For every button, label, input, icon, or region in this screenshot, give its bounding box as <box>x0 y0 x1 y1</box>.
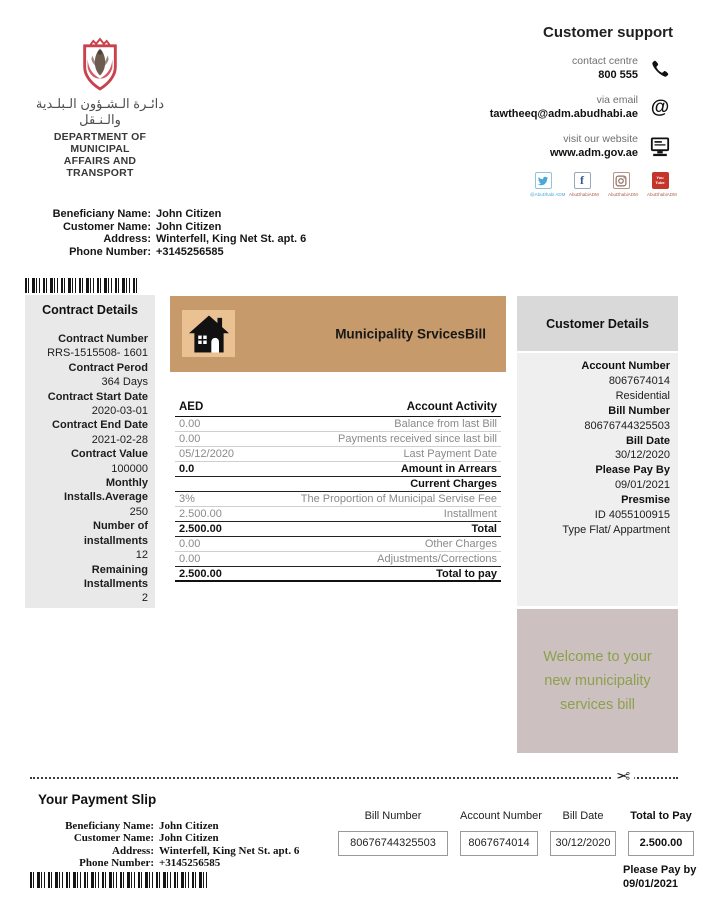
row-value: 0.00 <box>179 418 201 430</box>
email-at-icon: @ <box>650 96 670 118</box>
account-activity-row <box>175 537 501 552</box>
slip-field-label: Account Number <box>460 810 542 822</box>
recipient-label: Beneficiany Name: <box>52 208 151 220</box>
slip-field <box>550 810 616 856</box>
contract-field-value: 12 <box>135 549 148 562</box>
pay-by-note <box>623 864 696 891</box>
contract-details-title: Contract Details <box>42 303 138 317</box>
pay-by-label: Please Pay by <box>623 864 697 876</box>
house-icon <box>189 315 229 353</box>
customer-detail-line: Type Flat/ Appartment <box>562 523 670 536</box>
payment-slip-fields <box>338 810 694 856</box>
account-activity-header <box>175 399 501 417</box>
row-value: 0.0 <box>179 463 195 475</box>
row-label: Last Payment Date <box>403 448 497 460</box>
facebook-icon[interactable]: f <box>574 172 591 189</box>
support-email <box>443 94 673 121</box>
facebook-handle: AbuDhabiADM <box>569 192 599 197</box>
customer-detail-line: Presmise <box>621 494 670 507</box>
customer-detail-line: 09/01/2021 <box>614 479 670 492</box>
slip-recipient-value: John Citizen <box>159 832 219 845</box>
row-label: Current Charges <box>410 478 497 490</box>
customer-detail-line: 8067674014 <box>608 374 670 387</box>
account-activity-row <box>175 492 501 507</box>
contract-field-value: 100000 <box>111 462 148 475</box>
website-label: visit our website <box>563 133 638 145</box>
account-activity-row <box>175 462 501 477</box>
email-address[interactable]: tawtheeq@adm.abudhabi.ae <box>489 108 638 120</box>
customer-detail-line: Bill Number <box>608 404 670 417</box>
row-label: Total <box>471 523 497 535</box>
email-label: via email <box>596 94 638 106</box>
account-activity-row <box>175 507 501 522</box>
contact-centre-number: 800 555 <box>598 69 638 81</box>
contract-details-panel <box>25 295 155 608</box>
row-label: Installment <box>443 508 497 520</box>
customer-support <box>443 24 677 198</box>
support-website <box>443 133 673 160</box>
scissors-icon: ✂ <box>612 767 634 787</box>
account-activity-row <box>175 417 501 432</box>
twitter-handle: @AbuDhabi ADM <box>530 192 566 197</box>
slip-field-value: 30/12/2020 <box>550 831 616 856</box>
recipient-value: John Citizen <box>156 220 222 233</box>
contract-field-label: Contract Value <box>70 448 148 461</box>
account-activity-rows <box>175 417 501 582</box>
account-activity-row <box>175 552 501 567</box>
account-activity-row <box>175 567 501 582</box>
welcome-box <box>517 609 678 753</box>
logo-department-line2: AFFAIRS AND TRANSPORT <box>63 155 137 179</box>
slip-recipient-label: Address: <box>112 844 154 857</box>
instagram-icon[interactable] <box>613 172 630 189</box>
account-activity-heading: Account Activity <box>406 401 497 413</box>
social-instagram[interactable] <box>608 172 638 198</box>
youtube-handle: AbuDhabiADM <box>647 192 677 197</box>
account-activity-row <box>175 477 501 492</box>
customer-detail-line: 80676744325503 <box>584 419 670 432</box>
row-label: Balance from last Bill <box>394 418 497 430</box>
department-logo <box>33 36 167 179</box>
row-value: 05/12/2020 <box>179 448 235 460</box>
logo-department-line1: DEPARTMENT OF MUNICIPAL <box>53 131 147 155</box>
row-label: The Proportion of Municipal Servise Fee <box>300 493 497 505</box>
contract-field-value: 2020-03-01 <box>91 405 148 418</box>
cut-line <box>30 767 678 786</box>
website-monitor-icon <box>647 137 673 157</box>
account-activity-row <box>175 432 501 447</box>
payment-slip-title: Your Payment Slip <box>38 792 157 807</box>
contract-field-value: 2 <box>141 592 148 605</box>
currency-code: AED <box>179 401 204 413</box>
row-label: Amount in Arrears <box>400 463 497 475</box>
contract-field-label: Contract Perod <box>68 361 148 374</box>
instagram-handle: AbuDhabiADM <box>608 192 638 197</box>
recipient-value: John Citizen <box>156 208 222 220</box>
slip-recipient-value: +3145256585 <box>159 857 221 870</box>
row-value: 2.500.00 <box>179 568 222 580</box>
slip-field-label: Total to Pay <box>630 810 692 822</box>
slip-recipient-label: Beneficiany Name: <box>65 820 154 832</box>
row-value: 2.500.00 <box>179 523 222 535</box>
slip-recipient-label: Customer Name: <box>73 832 154 845</box>
slip-field-label: Bill Number <box>364 810 422 822</box>
social-media-row <box>443 172 677 198</box>
pay-by-date: 09/01/2021 <box>623 877 679 890</box>
slip-field-value: 2.500.00 <box>628 831 694 856</box>
contract-field-label: Contract End Date <box>52 419 148 432</box>
contract-field-value: RRS-1515508- 1601 <box>47 347 148 360</box>
contact-centre-label: contact centre <box>572 55 638 67</box>
customer-detail-line: Bill Date <box>625 434 670 447</box>
social-facebook[interactable] <box>569 172 599 198</box>
customer-detail-line: Please Pay By <box>595 464 670 477</box>
row-value: 0.00 <box>179 433 201 445</box>
slip-field <box>628 810 694 856</box>
recipient-label: Phone Number: <box>69 245 151 258</box>
slip-recipient-value: Winterfell, King Net St. apt. 6 <box>159 844 300 857</box>
customer-detail-line: 30/12/2020 <box>614 449 670 462</box>
banner-house-tile <box>182 310 235 357</box>
contract-field-label: Remaining Installments <box>83 563 148 590</box>
recipient-label: Address: <box>103 233 151 246</box>
recipient-value: Winterfell, King Net St. apt. 6 <box>156 233 307 246</box>
slip-field-label: Bill Date <box>562 810 604 822</box>
social-youtube[interactable] <box>647 172 677 198</box>
row-value: 2.500.00 <box>179 508 222 520</box>
row-label: Adjustments/Corrections <box>377 553 497 565</box>
row-value: 0.00 <box>179 538 201 550</box>
phone-icon <box>647 59 673 79</box>
bill-banner <box>170 296 506 372</box>
recipient-value: +3145256585 <box>156 245 224 258</box>
website-url[interactable]: www.adm.gov.ae <box>549 147 638 159</box>
customer-support-title: Customer support <box>542 24 673 41</box>
account-activity-row <box>175 447 501 462</box>
slip-recipient-label: Phone Number: <box>79 857 154 870</box>
slip-field-value: 80676744325503 <box>338 831 448 856</box>
contract-field-value: 2021-02-28 <box>91 433 148 446</box>
slip-recipient-info <box>30 820 299 870</box>
row-value: 0.00 <box>179 553 201 565</box>
contract-field-label: Contract Number <box>58 333 148 345</box>
row-label: Payments received since last bill <box>338 433 497 445</box>
customer-detail-line: Residential <box>615 389 670 402</box>
customer-detail-line: Account Number <box>581 360 670 372</box>
recipient-label: Customer Name: <box>62 220 151 233</box>
slip-recipient-value: John Citizen <box>159 820 219 832</box>
contract-field-label: Monthly Installs.Average <box>64 477 148 504</box>
logo-arabic-name: دائـرة الـشـؤون الـبلـدية والـنـقل <box>35 96 165 127</box>
contract-barcode <box>25 278 137 293</box>
recipient-info <box>33 208 306 258</box>
customer-details-header <box>517 296 678 351</box>
support-contact-centre <box>443 55 673 82</box>
bill-title: Municipality SrvicesBill <box>335 326 486 342</box>
row-label: Other Charges <box>424 538 497 550</box>
contract-field-label: Contract Start Date <box>47 390 148 403</box>
row-value: 3% <box>179 493 195 505</box>
abu-dhabi-emblem-icon <box>77 36 123 92</box>
welcome-message: Welcome to your new municipality services bill <box>543 649 652 713</box>
twitter-icon[interactable] <box>535 172 552 189</box>
slip-field-value: 8067674014 <box>460 831 538 856</box>
payment-slip-barcode <box>30 872 210 888</box>
contract-field-value: 364 Days <box>101 376 148 389</box>
customer-detail-line: ID 4055100915 <box>594 509 670 522</box>
contract-field-value: 250 <box>129 505 148 518</box>
account-activity-table <box>175 399 501 582</box>
social-twitter[interactable] <box>530 172 566 198</box>
customer-details-panel <box>517 353 678 606</box>
account-activity-row <box>175 522 501 537</box>
customer-details-title: Customer Details <box>546 316 649 331</box>
slip-field <box>338 810 448 856</box>
contract-field-label: Number of installments <box>83 520 148 547</box>
row-label: Total to pay <box>436 568 497 580</box>
slip-field <box>460 810 542 856</box>
youtube-icon[interactable]: You Tube <box>652 172 669 189</box>
contract-fields <box>25 332 155 606</box>
